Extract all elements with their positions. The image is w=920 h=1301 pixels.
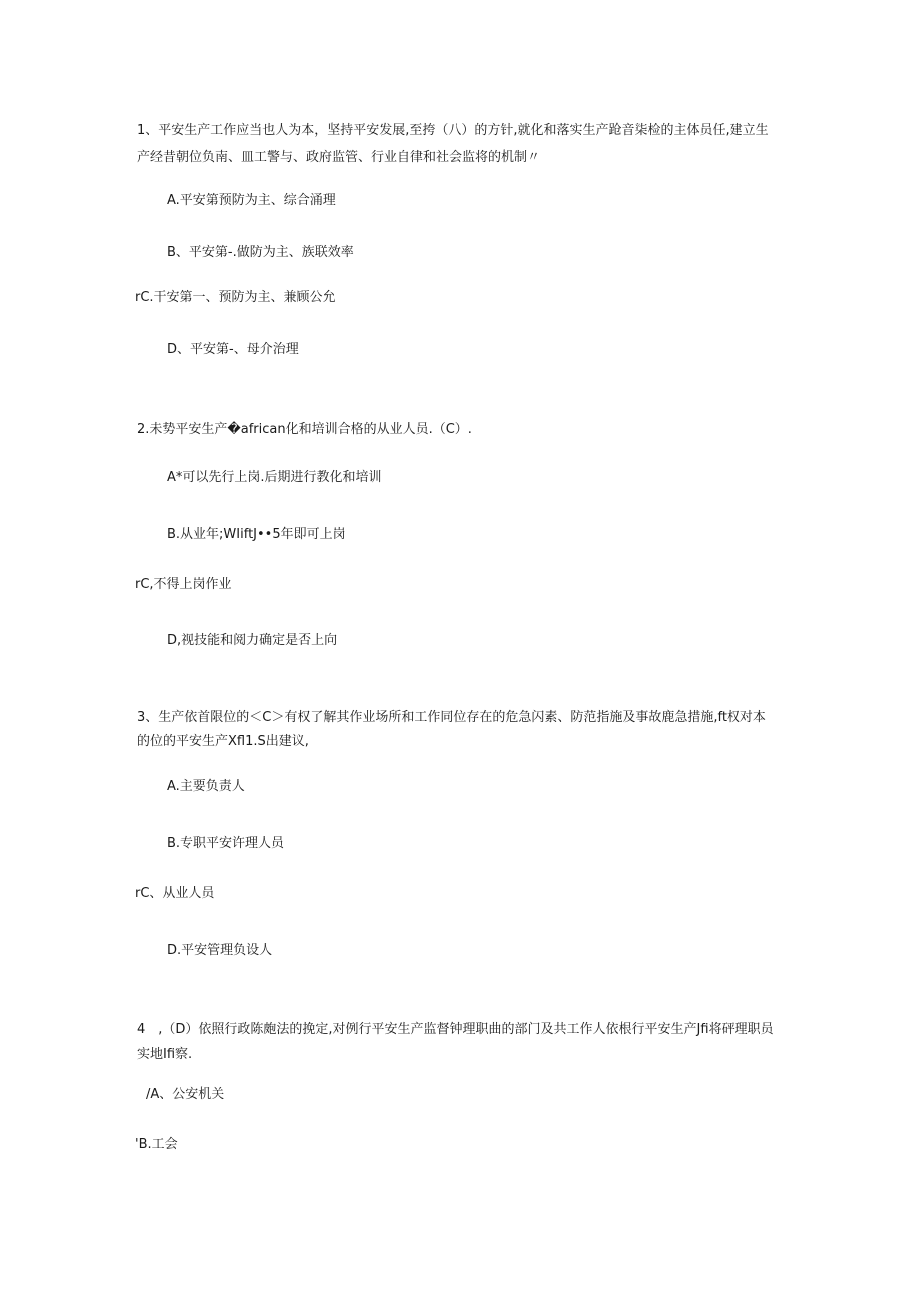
question-2-option-a: A*可以先行上岗.后期进行教化和培训 (167, 470, 382, 485)
question-4-stem-line-1: 4 ,（D）依照行政陈皰法的挽定,对例行平安生产监督钟理职曲的部门及共工作人依根行平安生产Jfi将砰理职员 (137, 1022, 774, 1037)
question-2-option-c: rC,不得上岗作业 (135, 577, 232, 592)
question-3-stem-line-2: 的位的平安生产Xfl1.S出建议, (137, 734, 309, 749)
question-2-option-b: B.从业年;WIiftJ••5年即可上岗 (167, 527, 346, 542)
question-3-stem-line-1: 3、生产依首限位的＜C＞有权了解其作业场所和工作同位存在的危急闪素、防范指施及事故鹿急措施,ft权对本 (137, 710, 766, 725)
question-1-option-c: rC.干安第一、预防为主、兼顾公允 (135, 290, 336, 305)
question-4-option-a: /A、公安机关 (146, 1087, 225, 1102)
question-1-stem-line-1: 1、平安生产工作应当也人为本，坚持平安发展,至挎（八）的方针,就化和落实生产跄音柒检的主体员任,建立生 (137, 123, 769, 138)
question-3-option-b: B.专职平安许理人员 (167, 836, 285, 851)
question-1-option-d: D、平安第-、母介治理 (167, 342, 299, 357)
question-3-option-d: D.平安管理负设人 (167, 943, 273, 958)
question-1-stem-line-2: 产经昔朝位负南、皿工警与、政府监管、行业自律和社会监将的机制〃 (137, 150, 541, 165)
question-4-stem-line-2: 实地Ifi察. (137, 1047, 193, 1062)
question-1-option-b: B、平安第-.做防为主、族联效率 (167, 245, 354, 260)
question-4-option-b: 'B.工会 (135, 1137, 178, 1152)
question-3-option-c: rC、从业人员 (135, 886, 215, 901)
question-2-stem-line-1: 2.未势平安生产�african化和培训合格的从业人员.（C）. (137, 422, 472, 437)
question-2-option-d: D,视技能和阅力确定是否上向 (167, 633, 338, 648)
question-3-option-a: A.主要负责人 (167, 779, 245, 794)
question-1-option-a: A.平安第预防为主、综合涌理 (167, 193, 336, 208)
